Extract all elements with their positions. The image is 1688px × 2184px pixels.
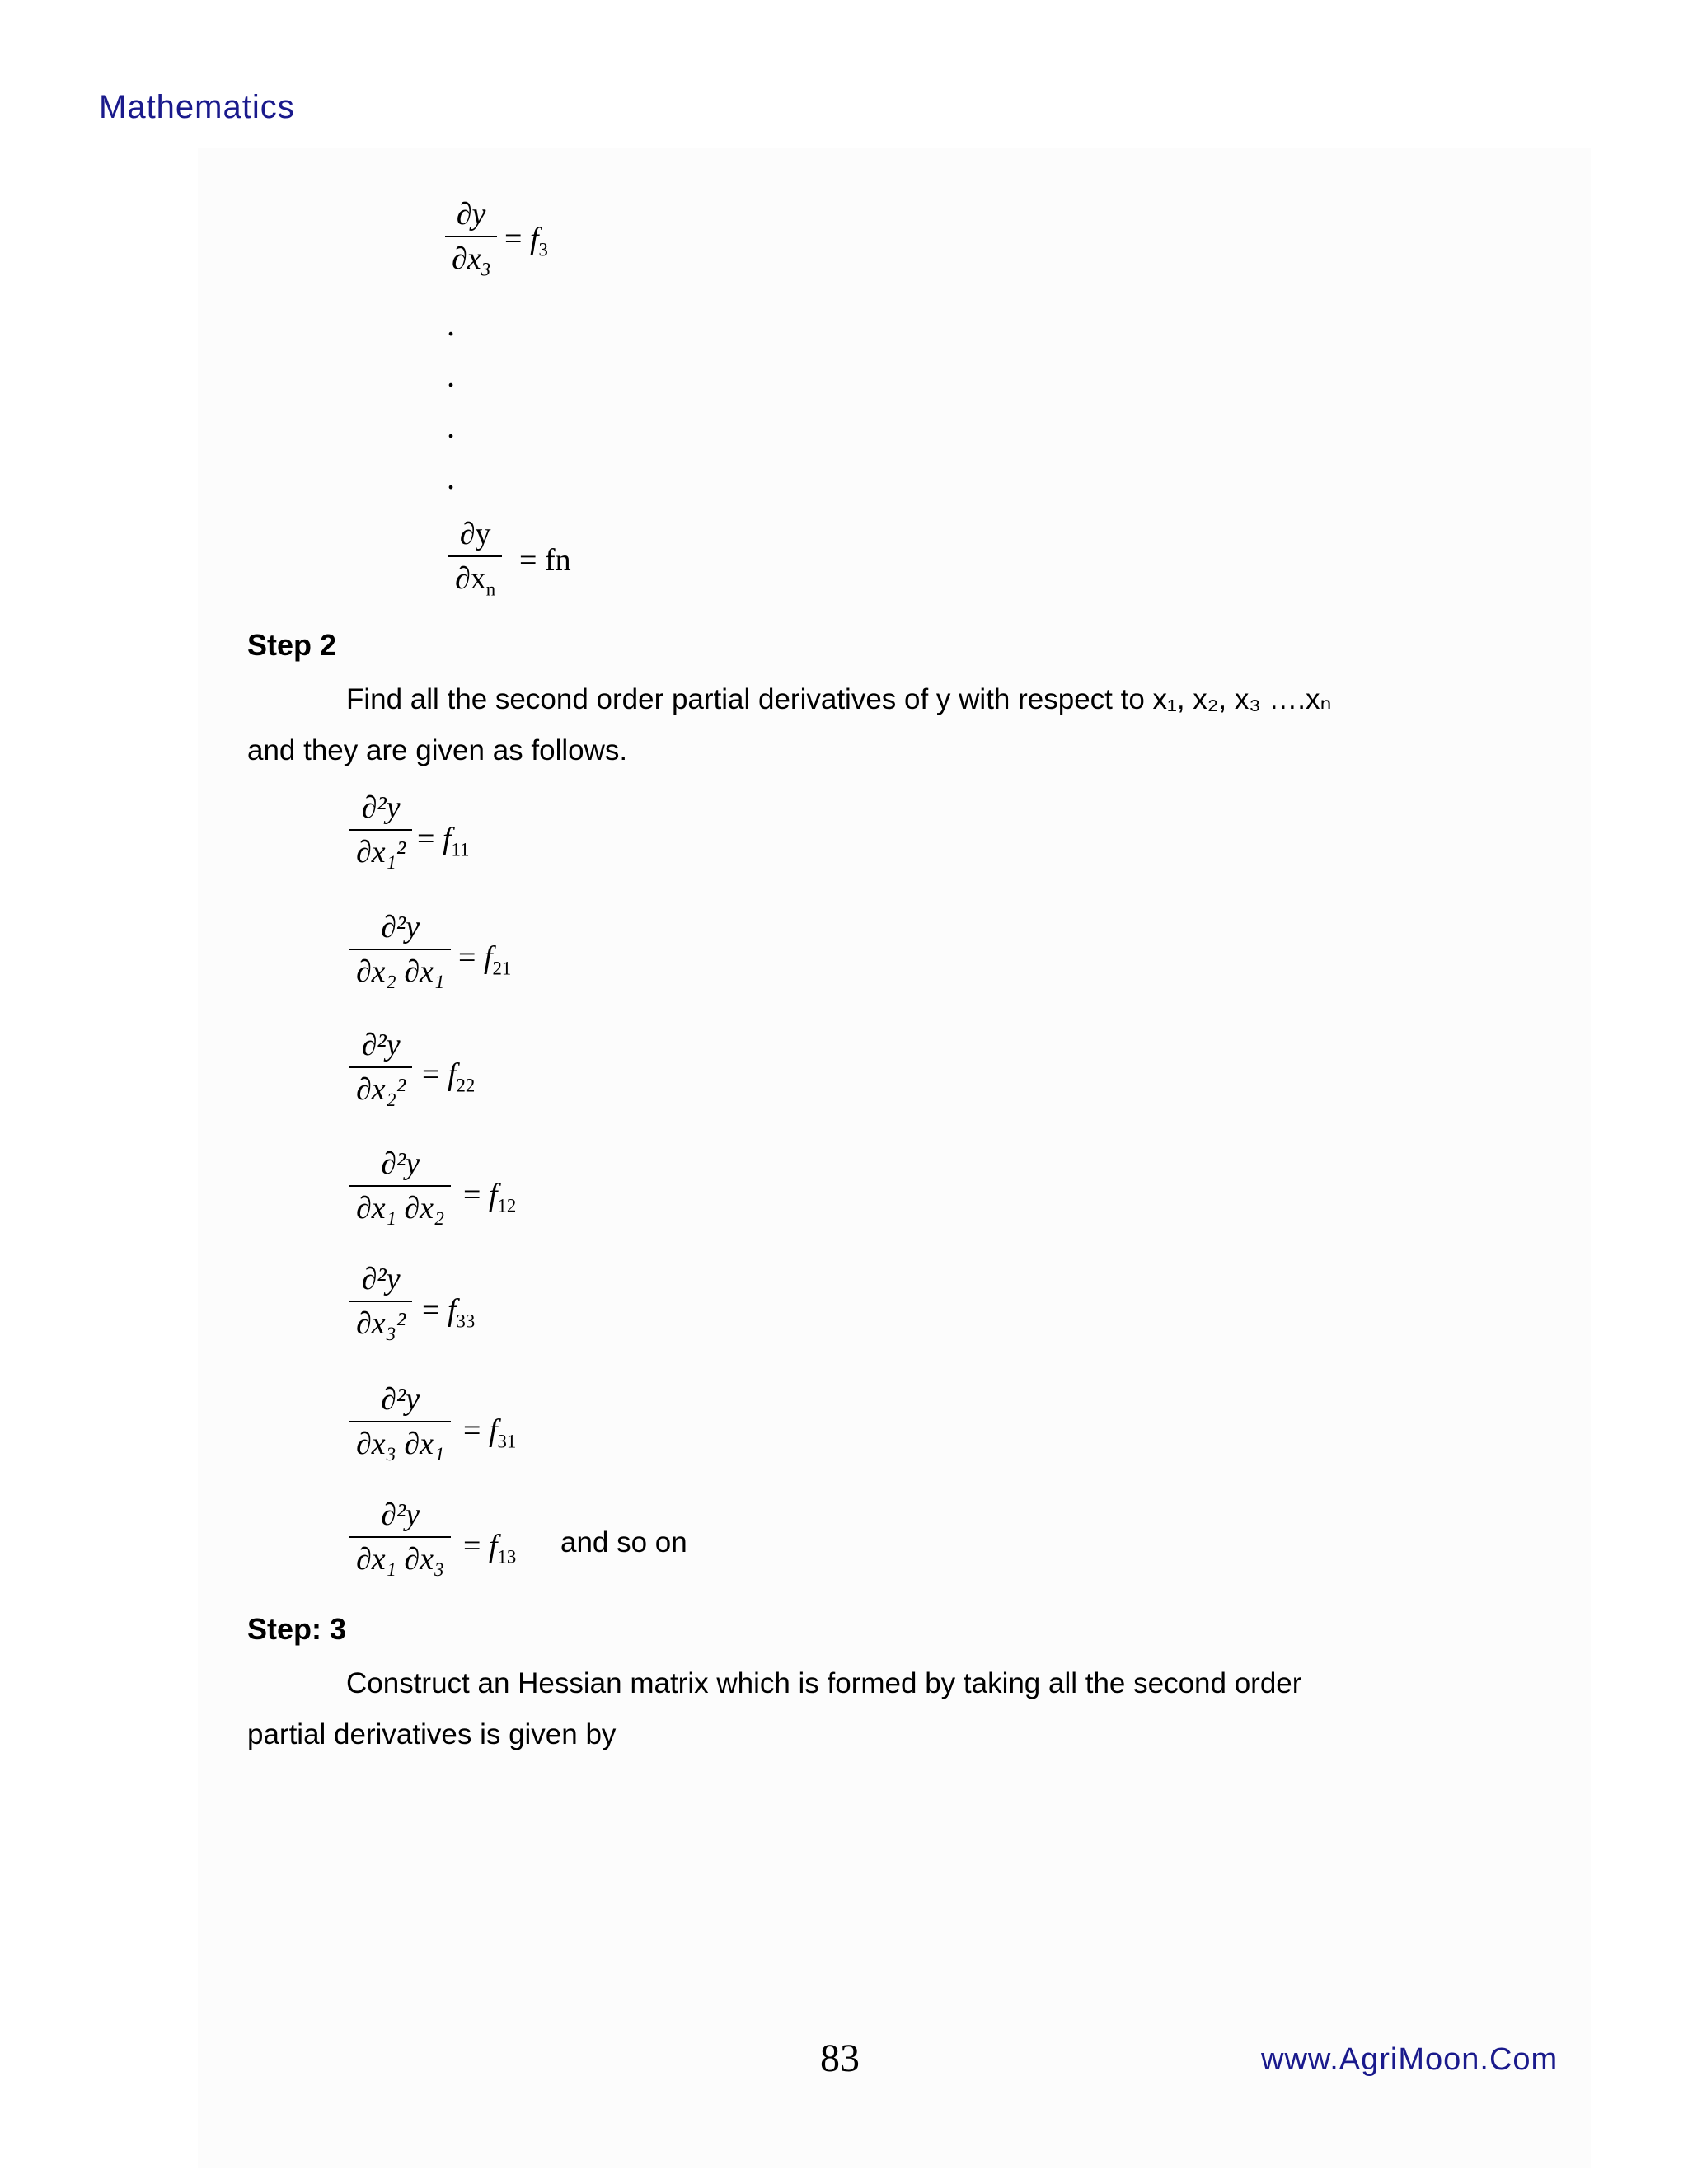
equation-rhs-fn: = fn xyxy=(519,543,571,578)
equation-rhs: = $f_{11}$ xyxy=(417,822,470,860)
fraction-numerator: ∂²y xyxy=(361,1262,401,1296)
equation-rhs: = $f_{22}$ xyxy=(422,1057,476,1096)
equation-rhs: = $f_{12}$ xyxy=(463,1178,517,1216)
step-3-line-2: partial derivatives is given by xyxy=(247,1718,617,1750)
ellipsis-dot: . xyxy=(447,306,455,343)
equation-rhs-f3: = $f_3$ xyxy=(504,222,548,260)
equation-second-partial xyxy=(349,1383,451,1462)
equation-second-partial xyxy=(349,791,412,870)
equation-second-partial xyxy=(349,1147,451,1226)
ellipsis-dot: . xyxy=(447,357,455,394)
step-3-text xyxy=(247,1658,1442,1760)
equation-second-partial xyxy=(349,1498,451,1577)
page-number: 83 xyxy=(820,2036,860,2080)
equation-rhs: = $f_{21}$ xyxy=(458,940,512,979)
fraction-denominator: ∂x₂² xyxy=(349,1066,412,1108)
fraction-numerator: ∂²y xyxy=(361,790,401,825)
fraction-denominator: ∂x₃² xyxy=(349,1301,412,1342)
ellipsis-dot: . xyxy=(447,459,455,496)
fraction-denominator: $\partial x_3$ xyxy=(445,236,497,280)
equation-second-partial xyxy=(349,1263,412,1342)
ellipsis-dot: . xyxy=(447,408,455,445)
step-2-line-2: and they are given as follows. xyxy=(247,734,628,766)
step-3-line-1: Construct an Hessian matrix which is formed by taking all the second order xyxy=(346,1667,1302,1699)
step-2-heading: Step 2 xyxy=(247,628,337,662)
equation-rhs: = $f_{31}$ xyxy=(463,1413,517,1452)
fraction-numerator: ∂²y xyxy=(361,1028,401,1062)
equation-second-partial xyxy=(349,911,451,990)
step-2-line-1: Find all the second order partial derivatives of y with respect to x₁, x₂, x₃ ….xₙ xyxy=(346,683,1332,715)
fraction-numerator: ∂y xyxy=(456,197,486,232)
equation-rhs: = $f_{33}$ xyxy=(422,1293,476,1332)
fraction-denominator: ∂x₁ ∂x₃ xyxy=(349,1536,451,1577)
fraction-numerator: ∂y xyxy=(459,517,491,551)
step-2-text xyxy=(247,674,1442,776)
fraction-denominator: ∂x₂ ∂x₁ xyxy=(349,949,451,990)
fraction-numerator: ∂²y xyxy=(381,1497,420,1532)
equation-second-partial xyxy=(349,1029,412,1108)
step-3-heading: Step: 3 xyxy=(247,1612,347,1646)
equation-rhs: = $f_{13}$ xyxy=(463,1529,517,1568)
and-so-on-text: and so on xyxy=(560,1526,687,1558)
fraction-denominator: ∂x₁ ∂x₂ xyxy=(349,1185,451,1226)
equation-dy-dx3 xyxy=(445,198,497,279)
fraction-numerator: ∂²y xyxy=(381,1146,420,1181)
fraction-denominator: ∂x₁² xyxy=(349,829,412,870)
fraction-denominator: $\partial x_n$ xyxy=(448,555,502,600)
fraction-numerator: ∂²y xyxy=(381,1382,420,1417)
footer-website-link[interactable]: www.AgriMoon.Com xyxy=(1261,2042,1559,2077)
page-header-title: Mathematics xyxy=(99,89,295,125)
equation-dy-dxn xyxy=(448,518,502,599)
fraction-numerator: ∂²y xyxy=(381,910,420,944)
fraction-denominator: ∂x₃ ∂x₁ xyxy=(349,1421,451,1462)
